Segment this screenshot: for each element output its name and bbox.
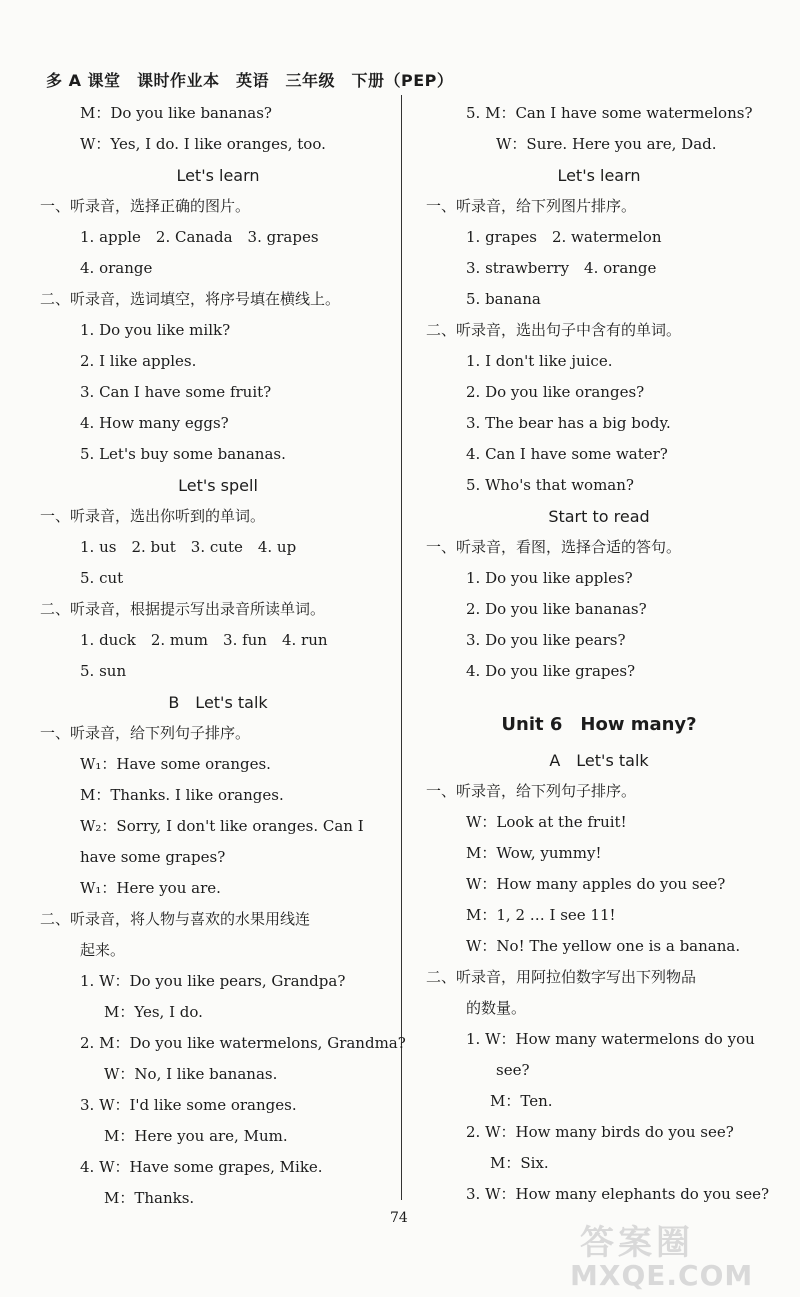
text-line: 4. Do you like grapes? — [466, 662, 636, 680]
unit-heading: Unit 6 How many? — [501, 714, 697, 735]
text-line: 2. Do you like oranges? — [466, 383, 645, 401]
exercise-instruction: 一、听录音，看图，选择合适的答句。 — [426, 538, 682, 556]
text-line: 3. strawberry 4. orange — [466, 259, 657, 277]
text-line: 5. Let's buy some bananas. — [80, 445, 286, 463]
text-line: 1. I don't like juice. — [466, 352, 613, 370]
left-column — [40, 98, 406, 1214]
exercise-instruction: 一、听录音，选择正确的图片。 — [40, 197, 251, 215]
text-line: 的数量。 — [466, 999, 527, 1017]
text-line: M：Thanks. — [104, 1189, 195, 1207]
watermark-url-text: MXQE.COM — [570, 1259, 754, 1292]
text-line: 1. W：How many watermelons do you — [466, 1030, 755, 1048]
text-line: 5. banana — [466, 290, 541, 308]
text-line: 2. W：How many birds do you see? — [466, 1123, 734, 1141]
right-column — [426, 98, 772, 1210]
exercise-instruction: 一、听录音，选出你听到的单词。 — [40, 507, 266, 525]
text-line: 3. Do you like pears? — [466, 631, 626, 649]
text-line: 1. us 2. but 3. cute 4. up — [80, 538, 297, 556]
text-line: M：Thanks. I like oranges. — [80, 786, 284, 804]
text-line: have some grapes? — [80, 848, 226, 866]
section-heading: Let's learn — [176, 166, 260, 185]
text-line: M：Yes, I do. — [104, 1003, 203, 1021]
page-header: 多 A 课堂 课时作业本 英语 三年级 下册（PEP） — [46, 71, 454, 90]
text-line: M：Do you like bananas? — [80, 104, 272, 122]
text-line: 5. sun — [80, 662, 127, 680]
text-line: M：1, 2 … I see 11! — [466, 906, 616, 924]
section-heading: B Let's talk — [168, 693, 268, 712]
exercise-instruction: 一、听录音，给下列句子排序。 — [40, 724, 251, 742]
section-heading: A Let's talk — [549, 751, 649, 770]
text-line: 4. How many eggs? — [80, 414, 229, 432]
text-line: 2. Do you like bananas? — [466, 600, 647, 618]
text-line: 1. duck 2. mum 3. fun 4. run — [80, 631, 328, 649]
text-line: 1. apple 2. Canada 3. grapes — [80, 228, 319, 246]
text-line: see? — [496, 1061, 530, 1079]
text-line: 起来。 — [80, 941, 126, 959]
text-line: M：Wow, yummy! — [466, 844, 602, 862]
text-line: W：Sure. Here you are, Dad. — [496, 135, 717, 153]
text-line: W：No, I like bananas. — [104, 1065, 278, 1083]
text-line: M：Six. — [490, 1154, 549, 1172]
section-heading: Let's spell — [178, 476, 258, 495]
exercise-instruction: 一、听录音，给下列句子排序。 — [426, 782, 637, 800]
text-line: 3. The bear has a big body. — [466, 414, 671, 432]
text-line: W：How many apples do you see? — [466, 875, 726, 893]
text-line: 4. orange — [80, 259, 153, 277]
text-line: W₂：Sorry, I don't like oranges. Can I — [80, 817, 364, 835]
text-line: 1. Do you like milk? — [80, 321, 231, 339]
text-line: W：Look at the fruit! — [466, 813, 627, 831]
text-line: 5. cut — [80, 569, 124, 587]
text-line: W₁：Have some oranges. — [80, 755, 271, 773]
text-line: W：Yes, I do. I like oranges, too. — [80, 135, 326, 153]
text-line: 1. Do you like apples? — [466, 569, 633, 587]
watermark-logo — [560, 1215, 790, 1295]
exercise-instruction: 二、听录音，将人物与喜欢的水果用线连 — [40, 910, 311, 928]
exercise-instruction: 二、听录音，选出句子中含有的单词。 — [426, 321, 682, 339]
text-line: 2. M：Do you like watermelons, Grandma? — [80, 1034, 406, 1052]
text-line: 1. W：Do you like pears, Grandpa? — [80, 972, 346, 990]
exercise-instruction: 二、听录音，用阿拉伯数字写出下列物品 — [426, 968, 697, 986]
text-line: 3. W：I'd like some oranges. — [80, 1096, 297, 1114]
text-line: 1. grapes 2. watermelon — [466, 228, 662, 246]
section-heading: Start to read — [548, 507, 650, 526]
text-line: W：No! The yellow one is a banana. — [466, 937, 741, 955]
exercise-instruction: 二、听录音，根据提示写出录音所读单词。 — [40, 600, 326, 618]
text-line: M：Ten. — [490, 1092, 553, 1110]
text-line: M：Here you are, Mum. — [104, 1127, 288, 1145]
section-heading: Let's learn — [557, 166, 641, 185]
text-line: 5. M：Can I have some watermelons? — [466, 104, 753, 122]
text-line: 4. W：Have some grapes, Mike. — [80, 1158, 323, 1176]
text-line: 2. I like apples. — [80, 352, 197, 370]
text-line: 3. W：How many elephants do you see? — [466, 1185, 770, 1203]
exercise-instruction: 一、听录音，给下列图片排序。 — [426, 197, 637, 215]
text-line: W₁：Here you are. — [80, 879, 221, 897]
text-line: 5. Who's that woman? — [466, 476, 634, 494]
text-line: 4. Can I have some water? — [466, 445, 668, 463]
page-number: 74 — [390, 1210, 408, 1226]
watermark-top-text: 答案圈 — [580, 1223, 694, 1263]
exercise-instruction: 二、听录音，选词填空，将序号填在横线上。 — [40, 290, 341, 308]
text-line: 3. Can I have some fruit? — [80, 383, 272, 401]
